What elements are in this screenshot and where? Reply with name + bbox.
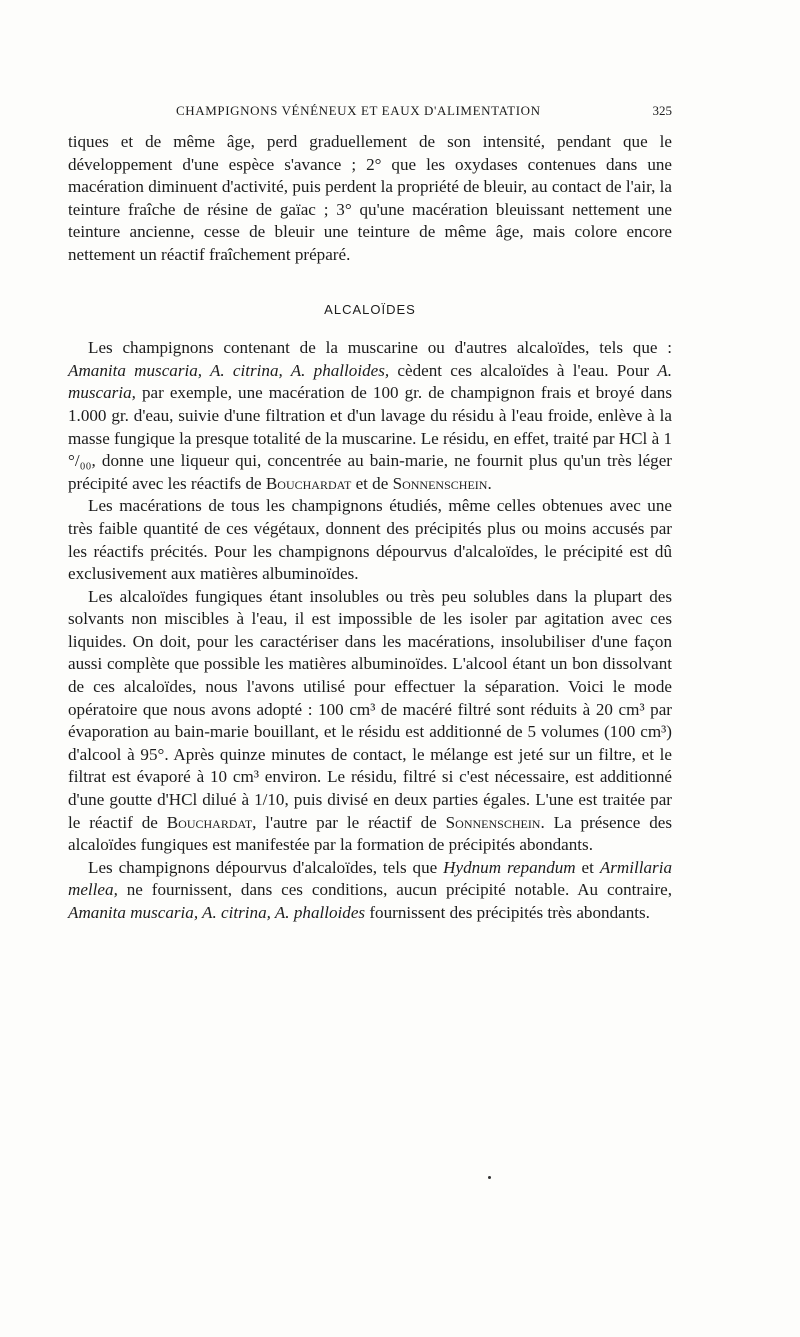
italic-species: Armillaria mellea, — [68, 857, 672, 900]
text-span: . — [487, 473, 492, 493]
text-span: cèdent ces alcaloïdes à l'eau. Pour — [389, 360, 658, 380]
paragraph-continuation: tiques et de même âge, perd graduellement de son intensité, pendant que le développement d'une espèce s'avance ; 2° que les oxydases contenues dans une macération diminuent d'activité, puis perdent la propriété de bleuir, au contact de l'air, la teinture fraîche de résine de gaïac ; 3° qu'une macération bleuissant nettement une teinture ancienne, cesse de bleuir une teinture de même âge, mais colore encore nettement un réactif fraîchement préparé. — [68, 132, 672, 264]
text-span: Les alcaloïdes fungiques étant insolubles ou très peu solubles dans la plupart des solvants non miscibles à l'eau, il est impossible de les isoler par agitation avec ces liquides. On doit, pour les caractériser dans les macérations, insolubiliser d'une façon aussi complète que possible les matières albuminoïdes. L'alcool étant un bon dissolvant de ces alcaloïdes, nous l'avons utilisé pour effectuer la séparation. Voici le mode opératoire que nous avons adopté : 100 cm³ de macéré filtré sont réduits à 20 cm³ par évaporation au bain-marie bouillant, et le résidu est additionné de 5 volumes (100 cm³) d'alcool à 95°. Après quinze minutes de contact, le mélange est jeté sur un filtre, et le filtrat est évaporé à 10 cm³ environ. Le résidu, filtré si c'est nécessaire, est additionné d'une goutte d'HCl dilué à 1/10, puis divisé en deux parties égales. L'une est traitée par le réactif de — [68, 586, 672, 832]
paragraph-alcaloides-intro — [68, 337, 672, 495]
text-span: . La présence des alcaloïdes fungiques est manifestée par la formation de précipités abondants. — [68, 812, 672, 855]
paragraph-mode-operatoire — [68, 586, 672, 857]
author-name: Bouchardat — [166, 812, 253, 832]
text-span: Les champignons contenant de la muscarine ou d'autres alcaloïdes, tels que : — [88, 338, 672, 358]
body-text — [68, 131, 672, 925]
paragraph-conclusion — [68, 857, 672, 925]
text-span: , l'autre par le réactif de — [252, 812, 446, 832]
text-span: par exemple, une macération de 100 gr. de champignon frais et broyé dans 1.000 gr. d'eau, suivie d'une filtration et d'un lavage du résidu à l'eau froide, enlève à la masse fungique la presque totalité de la muscarine. Le résidu, en effet, traité par HCl à 1 °/₀₀, donne une liqueur qui, concentrée au bain-marie, ne fournit plus qu'un très léger précipité avec les réactifs de — [68, 383, 672, 493]
author-name: Sonnenschein — [445, 812, 541, 832]
text-span: et de — [351, 473, 393, 493]
text-span: fournissent des précipités très abondants. — [365, 903, 650, 922]
print-mark — [488, 1176, 491, 1179]
italic-species: Hydnum repandum — [443, 857, 576, 877]
italic-species: Amanita muscaria, A. citrina, A. phalloides, — [68, 360, 390, 380]
page-number: 325 — [652, 103, 672, 118]
section-heading: ALCALOÏDES — [324, 301, 416, 317]
text-span: ne fournissent, dans ces conditions, aucun précipité notable. Au contraire, — [117, 880, 672, 900]
italic-species: Amanita muscaria, A. citrina, A. phalloides — [68, 903, 366, 922]
author-name: Sonnenschein — [392, 473, 488, 493]
author-name: Bouchardat — [265, 473, 352, 493]
text-span: et — [575, 857, 600, 877]
text-span: Les champignons dépourvus d'alcaloïdes, tels que — [88, 857, 444, 877]
running-title: CHAMPIGNONS VÉNÉNEUX ET EAUX D'ALIMENTATION — [176, 103, 541, 118]
paragraph-macerations: Les macérations de tous les champignons étudiés, même celles obtenues avec une très faible quantité de ces végétaux, donnent des précipités plus ou moins accusés par les réactifs précités. Pour les champignons dépourvus d'alcaloïdes, le précipité est dû exclusivement aux matières albuminoïdes. — [68, 496, 672, 584]
italic-species: A. muscaria, — [68, 360, 673, 403]
running-header — [68, 103, 672, 123]
